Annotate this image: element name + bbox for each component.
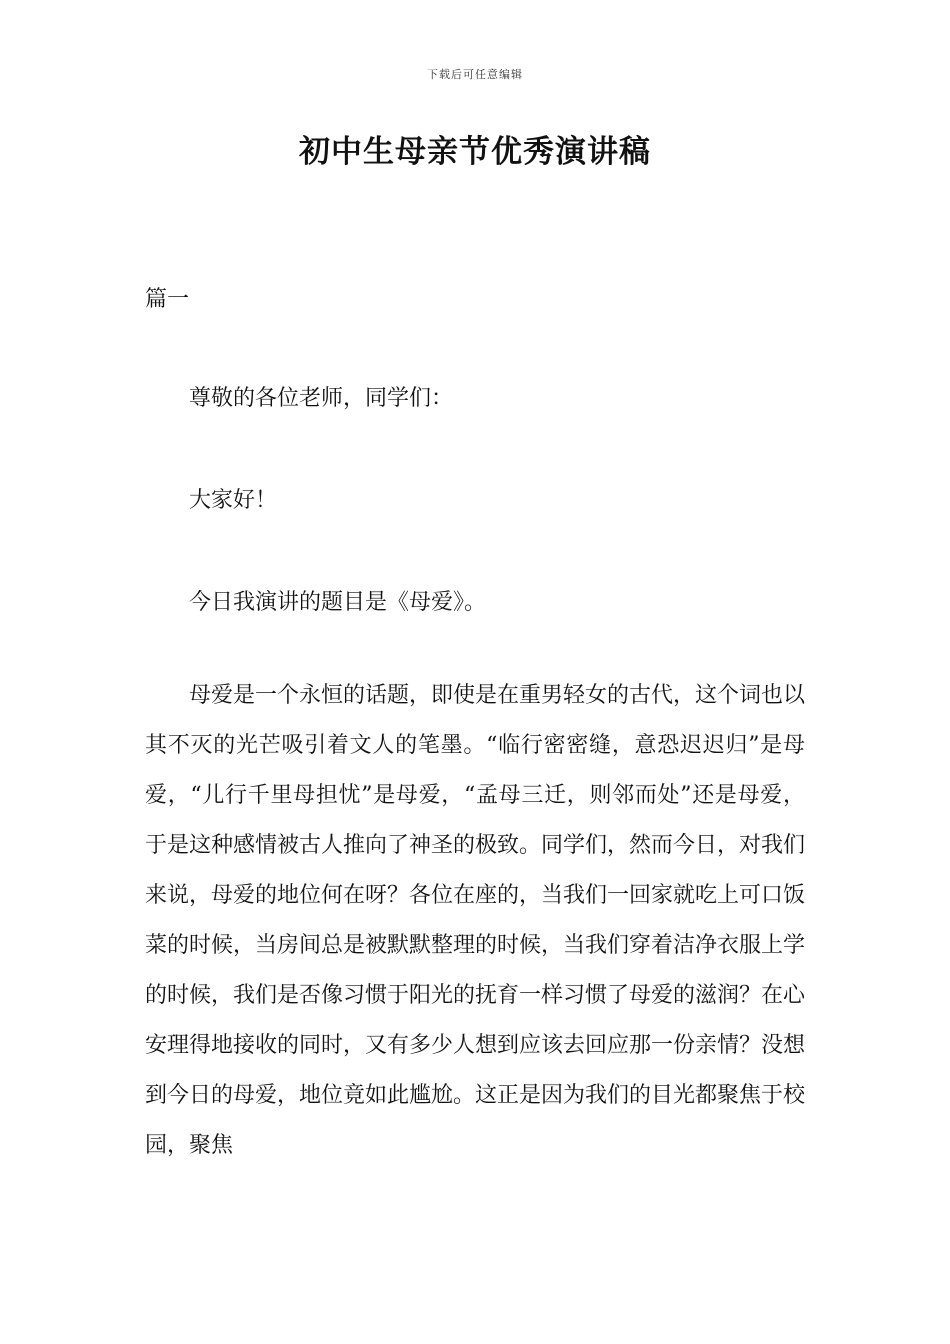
section-label: 篇一: [145, 287, 190, 312]
paragraph-salutation: 尊敬的各位老师，同学们：: [189, 386, 454, 411]
paragraph-body: 母爱是一个永恒的话题，即使是在重男轻女的古代，这个词也以其不灭的光芒吸引着文人的笔墨。“临行密密缝，意恐迟迟归”是母爱，“儿行千里母担忧”是母爱，“孟母三迁，则邻而处”还是母爱，于是这种感情被古人推向了神圣的极致。同学们，然而今日，对我们来说，母爱的地位何在呀？各位在座的，当我们一回家就吃上可口饭菜的时候，当房间总是被默默整理的时候，当我们穿着洁净衣服上学的时候，我们是否像习惯于阳光的抚育一样习惯了母爱的滋润？在心安理得地接收的同时，又有多少人想到应该去回应那一份亲情？没想到今日的母爱，地位竟如此尴尬。这正是因为我们的目光都聚焦于校园，聚焦: [145, 683, 806, 1158]
paragraph-topic: 今日我演讲的题目是《母爱》。: [189, 590, 487, 615]
header-note: 下载后可任意编辑: [427, 68, 523, 81]
paragraph-greeting: 大家好！: [189, 488, 278, 513]
document-title: 初中生母亲节优秀演讲稿: [299, 134, 651, 170]
